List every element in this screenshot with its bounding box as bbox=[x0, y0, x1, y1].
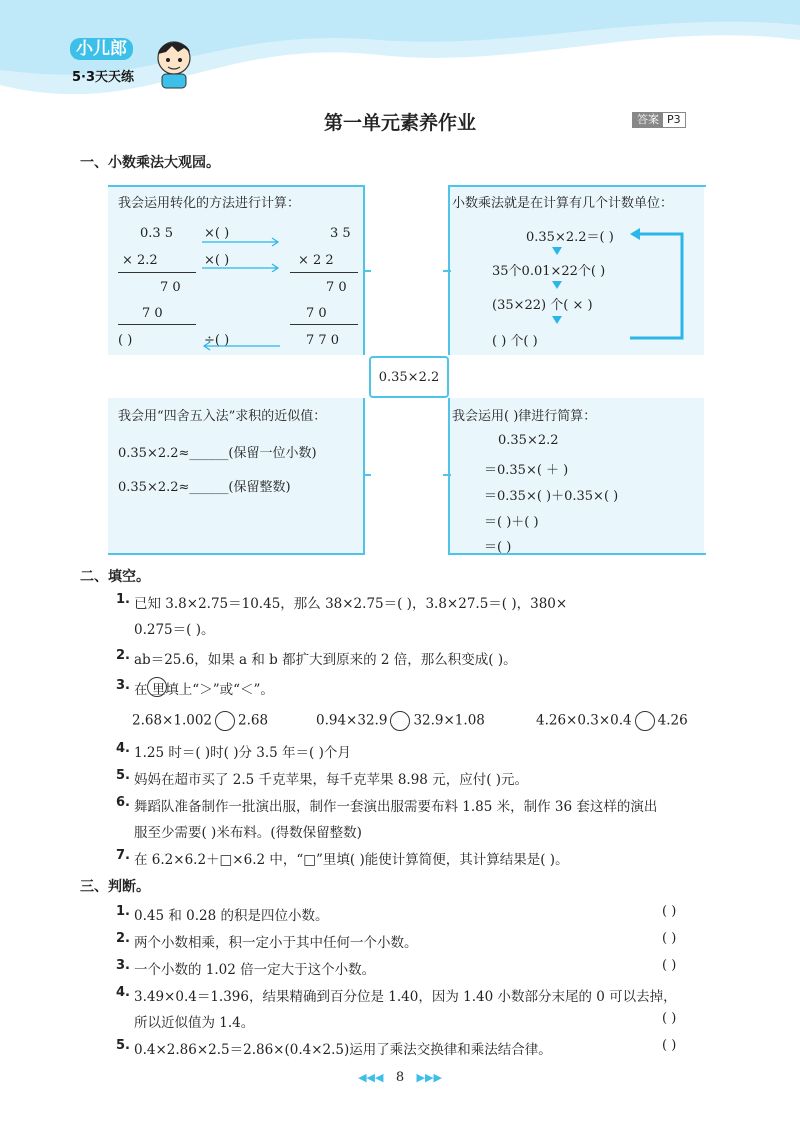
q-num: 3. bbox=[116, 958, 130, 973]
judge-q4-line1: 3.49×0.4＝1.396，结果精确到百分位是 1.40，因为 1.40 小数部分末尾的 0 可以去掉， bbox=[134, 989, 677, 1005]
answer-label: 答案 bbox=[633, 113, 663, 127]
mascot-boy-icon bbox=[150, 34, 198, 90]
fill-q3-items-b bbox=[316, 711, 485, 731]
tr-l1: 0.35×2.2＝( ) bbox=[526, 230, 614, 245]
fill-q3: 在 里填上“＞”或“＜”。 bbox=[134, 682, 274, 698]
judge-q5: 0.4×2.86×2.5＝2.86×(0.4×2.5)运用了乘法交换律和乘法结合律。 bbox=[134, 1042, 552, 1058]
fill-q4: 1.25 时＝( )时( )分 3.5 年＝( )个月 bbox=[134, 745, 351, 761]
tl-r5b: ÷( ) bbox=[204, 333, 230, 348]
tr-intro: 小数乘法就是在计算有几个计数单位： bbox=[452, 196, 674, 211]
down-arrow-icon bbox=[552, 247, 562, 255]
judge-q3: 一个小数的 1.02 倍一定大于这个小数。 bbox=[134, 962, 376, 978]
tl-r2a: × 2.2 bbox=[122, 253, 158, 268]
compare-circle[interactable] bbox=[390, 711, 410, 731]
br-l5: ＝( ) bbox=[484, 540, 512, 555]
tl-rule-3 bbox=[118, 324, 196, 325]
tl-r2c: × 2 2 bbox=[298, 253, 334, 268]
compare-circle[interactable] bbox=[215, 711, 235, 731]
q3-c-left: 4.26×0.3×0.4 bbox=[536, 712, 632, 729]
tl-rule-4 bbox=[290, 324, 358, 325]
logo-title: 小儿郎 bbox=[70, 38, 133, 60]
tl-r1a: 0.3 5 bbox=[140, 226, 174, 241]
tl-r1c: 3 5 bbox=[330, 226, 351, 241]
judge-answer-4[interactable]: ( ) bbox=[662, 1011, 677, 1026]
tl-rule-2 bbox=[290, 272, 358, 273]
fill-q6-line2: 服至少需要( )米布料。(得数保留整数) bbox=[134, 825, 362, 841]
fill-q3-items-c bbox=[536, 711, 688, 731]
tr-l2: 35个0.01×22个( ) bbox=[492, 264, 606, 279]
q3-a-left: 2.68×1.002 bbox=[132, 712, 213, 729]
judge-q1: 0.45 和 0.28 的积是四位小数。 bbox=[134, 908, 329, 924]
tr-l4: ( ) 个( ) bbox=[492, 334, 538, 349]
tl-r2b: ×( ) bbox=[204, 253, 230, 268]
br-l3: ＝0.35×( )＋0.35×( ) bbox=[484, 489, 619, 504]
tr-l3: (35×22) 个( × ) bbox=[492, 298, 593, 313]
judge-q4-line2: 所以近似值为 1.4。 bbox=[134, 1015, 255, 1031]
q3-b-left: 0.94×32.9 bbox=[316, 712, 388, 729]
tl-r3c: 7 0 bbox=[326, 280, 347, 295]
q-num: 3. bbox=[116, 678, 130, 693]
loop-arrow-icon bbox=[622, 226, 688, 344]
bl-l1: 0.35×2.2≈______(保留一位小数) bbox=[118, 446, 317, 461]
answer-reference bbox=[632, 112, 686, 128]
fill-q3-items bbox=[132, 711, 268, 731]
q3-a-right: 2.68 bbox=[238, 712, 269, 729]
bl-intro: 我会用“四舍五入法”求积的近似值： bbox=[118, 409, 327, 424]
bl-l2: 0.35×2.2≈______(保留整数) bbox=[118, 480, 291, 495]
judge-answer-3[interactable]: ( ) bbox=[662, 958, 677, 973]
tl-r5a: ( ) bbox=[118, 333, 133, 348]
page-title: 第一单元素养作业 bbox=[323, 112, 476, 134]
tl-intro: 我会运用转化的方法进行计算： bbox=[118, 196, 301, 211]
down-arrow-icon bbox=[552, 281, 562, 289]
fill-q5: 妈妈在超市买了 2.5 千克苹果，每千克苹果 8.98 元，应付( )元。 bbox=[134, 772, 529, 788]
judge-answer-1[interactable]: ( ) bbox=[662, 904, 677, 919]
answer-page: P3 bbox=[667, 113, 681, 126]
judge-answer-2[interactable]: ( ) bbox=[662, 931, 677, 946]
left-arrow-icon bbox=[200, 340, 282, 352]
judge-answer-5[interactable]: ( ) bbox=[662, 1038, 677, 1053]
right-arrows-icon bbox=[200, 236, 282, 272]
section-2-title: 二、填空。 bbox=[80, 569, 150, 585]
compare-circle[interactable] bbox=[147, 677, 167, 697]
br-l2: ＝0.35×( ＋ ) bbox=[484, 463, 569, 478]
q-num: 5. bbox=[116, 768, 130, 783]
tl-rule-1 bbox=[118, 272, 196, 273]
q-num: 1. bbox=[116, 592, 130, 607]
fill-q6-line1: 舞蹈队准备制作一批演出服，制作一套演出服需要布料 1.85 米，制作 36 套这样的演出 bbox=[134, 799, 658, 815]
br-l1: 0.35×2.2 bbox=[498, 433, 559, 448]
fill-q1-line2: 0.275＝( )。 bbox=[134, 622, 215, 638]
q-num: 2. bbox=[116, 931, 130, 946]
tl-r4a: 7 0 bbox=[142, 306, 163, 321]
q-num: 4. bbox=[116, 985, 130, 1000]
q-num: 4. bbox=[116, 741, 130, 756]
q-num: 6. bbox=[116, 795, 130, 810]
compare-circle[interactable] bbox=[635, 711, 655, 731]
judge-q2: 两个小数相乘，积一定小于其中任何一个小数。 bbox=[134, 935, 418, 951]
tl-r1b: ×( ) bbox=[204, 226, 230, 241]
center-expression: 0.35×2.2 bbox=[369, 356, 449, 398]
q-num: 2. bbox=[116, 648, 130, 663]
prev-arrows-icon: ◀◀◀ bbox=[358, 1071, 384, 1084]
page-number: 8 bbox=[395, 1070, 405, 1085]
q-num: 1. bbox=[116, 904, 130, 919]
fill-q1-line1: 已知 3.8×2.75＝10.45，那么 38×2.75＝( )，3.8×27.5＝( )，380× bbox=[134, 596, 568, 612]
page-footer bbox=[0, 1070, 800, 1085]
q3-b-right: 32.9×1.08 bbox=[413, 712, 485, 729]
tl-r4c: 7 0 bbox=[306, 306, 327, 321]
q3-c-right: 4.26 bbox=[657, 712, 688, 729]
logo-subtitle: 5·3天天练 bbox=[72, 70, 135, 85]
tl-r5c: 7 7 0 bbox=[306, 333, 340, 348]
fill-q7: 在 6.2×6.2＋□×6.2 中，“□”里填( )能使计算简便，其计算结果是( )。 bbox=[134, 852, 569, 868]
fill-q2: ab＝25.6，如果 a 和 b 都扩大到原来的 2 倍，那么积变成( )。 bbox=[134, 652, 517, 668]
down-arrow-icon bbox=[552, 316, 562, 324]
tl-r3a: 7 0 bbox=[160, 280, 181, 295]
q-num: 5. bbox=[116, 1038, 130, 1053]
next-arrows-icon: ▶▶▶ bbox=[416, 1071, 442, 1084]
q-num: 7. bbox=[116, 848, 130, 863]
br-l4: ＝( )＋( ) bbox=[484, 515, 539, 530]
br-intro: 我会运用( )律进行简算： bbox=[452, 409, 597, 424]
section-1-title: 一、小数乘法大观园。 bbox=[80, 155, 220, 171]
section-3-title: 三、判断。 bbox=[80, 879, 150, 895]
